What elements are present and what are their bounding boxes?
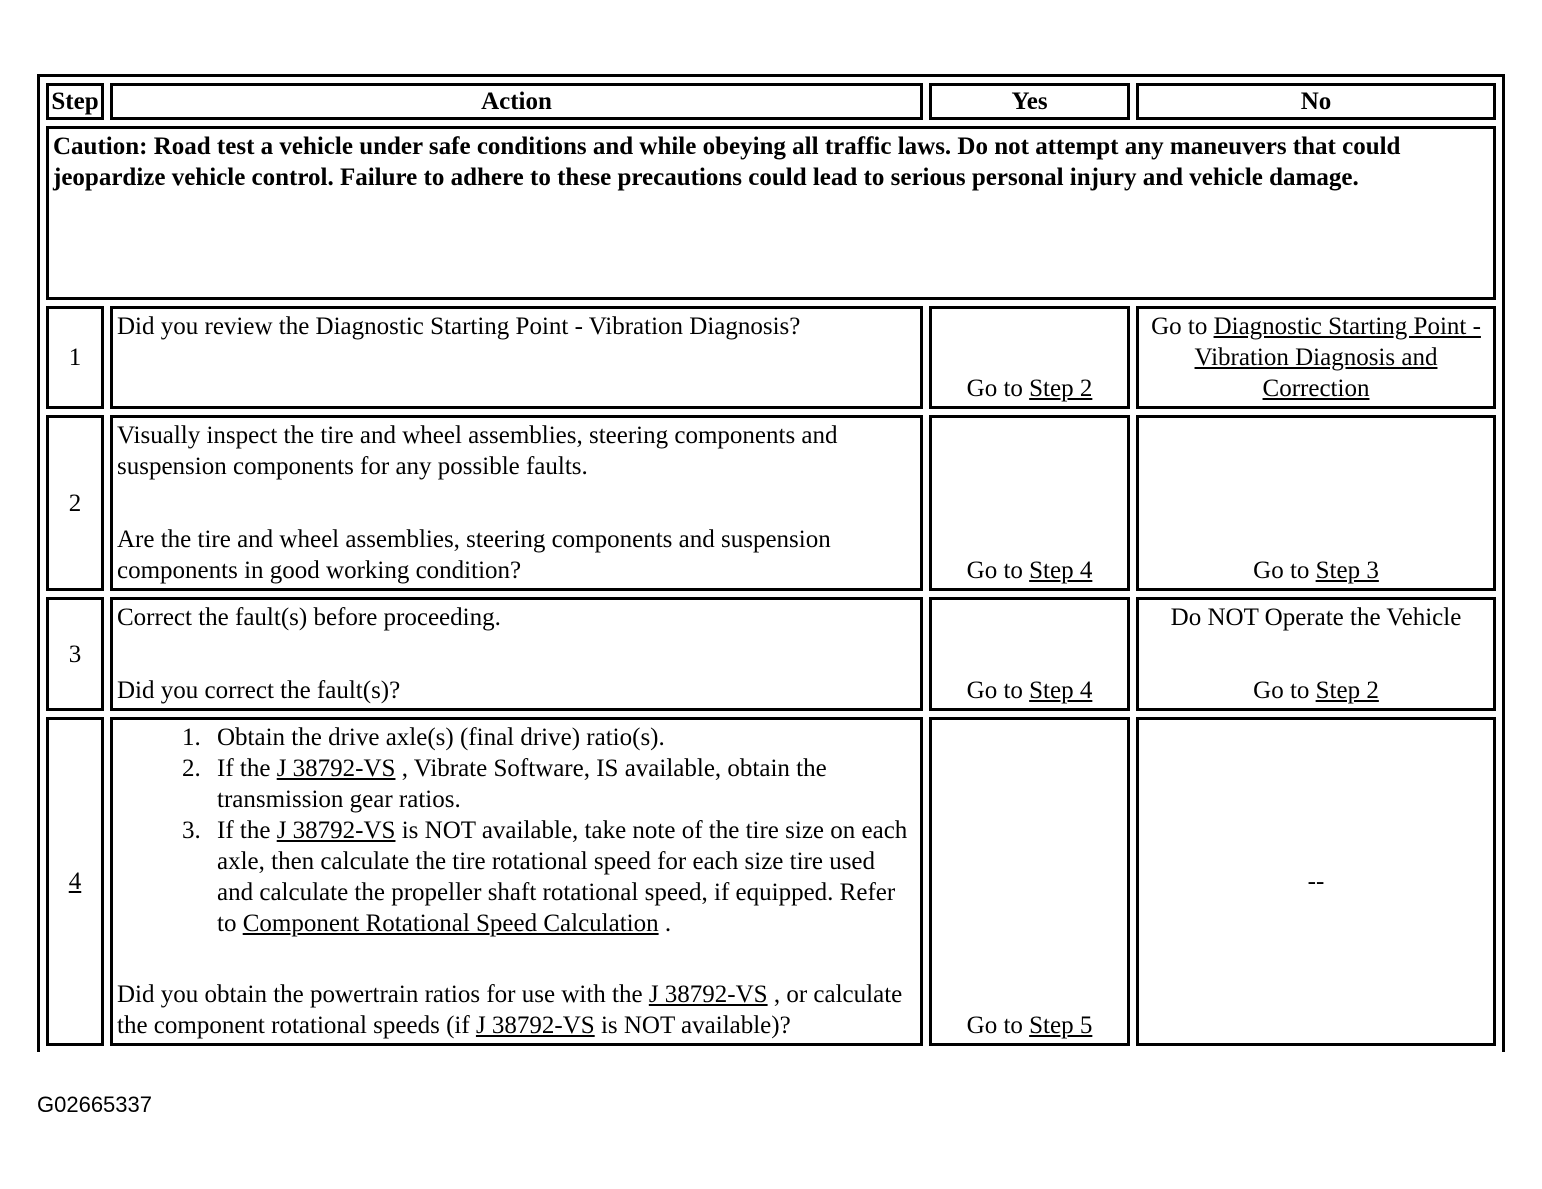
table-row bbox=[46, 717, 1496, 1046]
table-row bbox=[46, 597, 1496, 711]
yes-cell bbox=[929, 597, 1130, 711]
step-link[interactable]: Step 3 bbox=[1315, 557, 1379, 584]
action-cell bbox=[110, 717, 923, 1046]
no-prefix: Go to bbox=[1151, 313, 1214, 340]
caution-row bbox=[46, 126, 1496, 300]
header-row bbox=[46, 83, 1496, 120]
table-row bbox=[46, 306, 1496, 409]
action-list bbox=[117, 722, 916, 939]
step-number-link[interactable]: 4 bbox=[68, 868, 82, 895]
diagnostic-table bbox=[37, 74, 1505, 1052]
yes-prefix: Go to bbox=[966, 677, 1030, 704]
step-link[interactable]: Step 4 bbox=[1029, 677, 1093, 704]
step-number: 1 bbox=[46, 306, 104, 409]
no-warning: Do NOT Operate the Vehicle bbox=[1170, 604, 1462, 631]
rotational-speed-calculation-link[interactable]: Component Rotational Speed Calculation bbox=[242, 910, 659, 937]
no-prefix: Go to bbox=[1253, 677, 1316, 704]
step-link[interactable]: Step 5 bbox=[1029, 1012, 1093, 1039]
caution-text: Caution: Road test a vehicle under safe conditions and while obeying all traffic laws. Do not attempt any maneuvers that could jeopardize vehicle control. Failure to adhere to these precautions could lead to serious personal injury and vehicle damage. bbox=[46, 126, 1496, 300]
no-prefix: Go to bbox=[1253, 557, 1316, 584]
yes-prefix: Go to bbox=[966, 1012, 1030, 1039]
header-action: Action bbox=[110, 83, 923, 120]
yes-cell bbox=[929, 306, 1130, 409]
no-cell: -- bbox=[1136, 717, 1496, 1046]
table-row bbox=[46, 415, 1496, 591]
action-question: Did you correct the fault(s)? bbox=[117, 677, 401, 704]
step-link[interactable]: Step 2 bbox=[1029, 375, 1093, 402]
action-text: Correct the fault(s) before proceeding. bbox=[117, 604, 501, 631]
action-question: Are the tire and wheel assemblies, steering components and suspension components in good working condition? bbox=[117, 526, 831, 584]
tool-link[interactable]: J 38792-VS bbox=[276, 755, 396, 782]
list-item: 2. If the J 38792-VS , Vibrate Software, IS available, obtain the transmission gear ratios. bbox=[207, 753, 916, 815]
list-item: 3. If the J 38792-VS is NOT available, take note of the tire size on each axle, then calculate the tire rotational speed for each size tire used and calculate the propeller shaft rotational speed, if equipped. Refer to Component Rotational Speed Calculation . bbox=[207, 815, 916, 939]
tool-link[interactable]: J 38792-VS bbox=[648, 981, 768, 1008]
step-link[interactable]: Step 2 bbox=[1315, 677, 1379, 704]
tool-link[interactable]: J 38792-VS bbox=[276, 817, 396, 844]
no-cell bbox=[1136, 415, 1496, 591]
step-number: 3 bbox=[46, 597, 104, 711]
action-cell bbox=[110, 306, 923, 409]
action-text: Did you review the Diagnostic Starting Point - Vibration Diagnosis? bbox=[117, 313, 801, 340]
action-question: Did you obtain the powertrain ratios for use with the J 38792-VS , or calculate the component rotational speeds (if J 38792-VS is NOT available)? bbox=[117, 981, 903, 1039]
header-yes: Yes bbox=[929, 83, 1130, 120]
step-number: 2 bbox=[46, 415, 104, 591]
step-link[interactable]: Step 4 bbox=[1029, 557, 1093, 584]
yes-cell bbox=[929, 415, 1130, 591]
yes-prefix: Go to bbox=[966, 375, 1030, 402]
no-cell bbox=[1136, 597, 1496, 711]
header-no: No bbox=[1136, 83, 1496, 120]
tool-link[interactable]: J 38792-VS bbox=[475, 1012, 595, 1039]
action-text: Visually inspect the tire and wheel assemblies, steering components and suspension components for any possible faults. bbox=[117, 422, 838, 480]
figure-id: G02665337 bbox=[37, 1092, 152, 1117]
header-step: Step bbox=[46, 83, 104, 120]
yes-prefix: Go to bbox=[966, 557, 1030, 584]
no-cell bbox=[1136, 306, 1496, 409]
diagnostic-starting-point-link[interactable]: Diagnostic Starting Point - Vibration Diagnosis and Correction bbox=[1194, 313, 1481, 402]
list-item: 1. Obtain the drive axle(s) (final drive) ratio(s). bbox=[207, 722, 916, 753]
action-cell bbox=[110, 415, 923, 591]
step-number-cell bbox=[46, 717, 104, 1046]
yes-cell bbox=[929, 717, 1130, 1046]
action-cell bbox=[110, 597, 923, 711]
